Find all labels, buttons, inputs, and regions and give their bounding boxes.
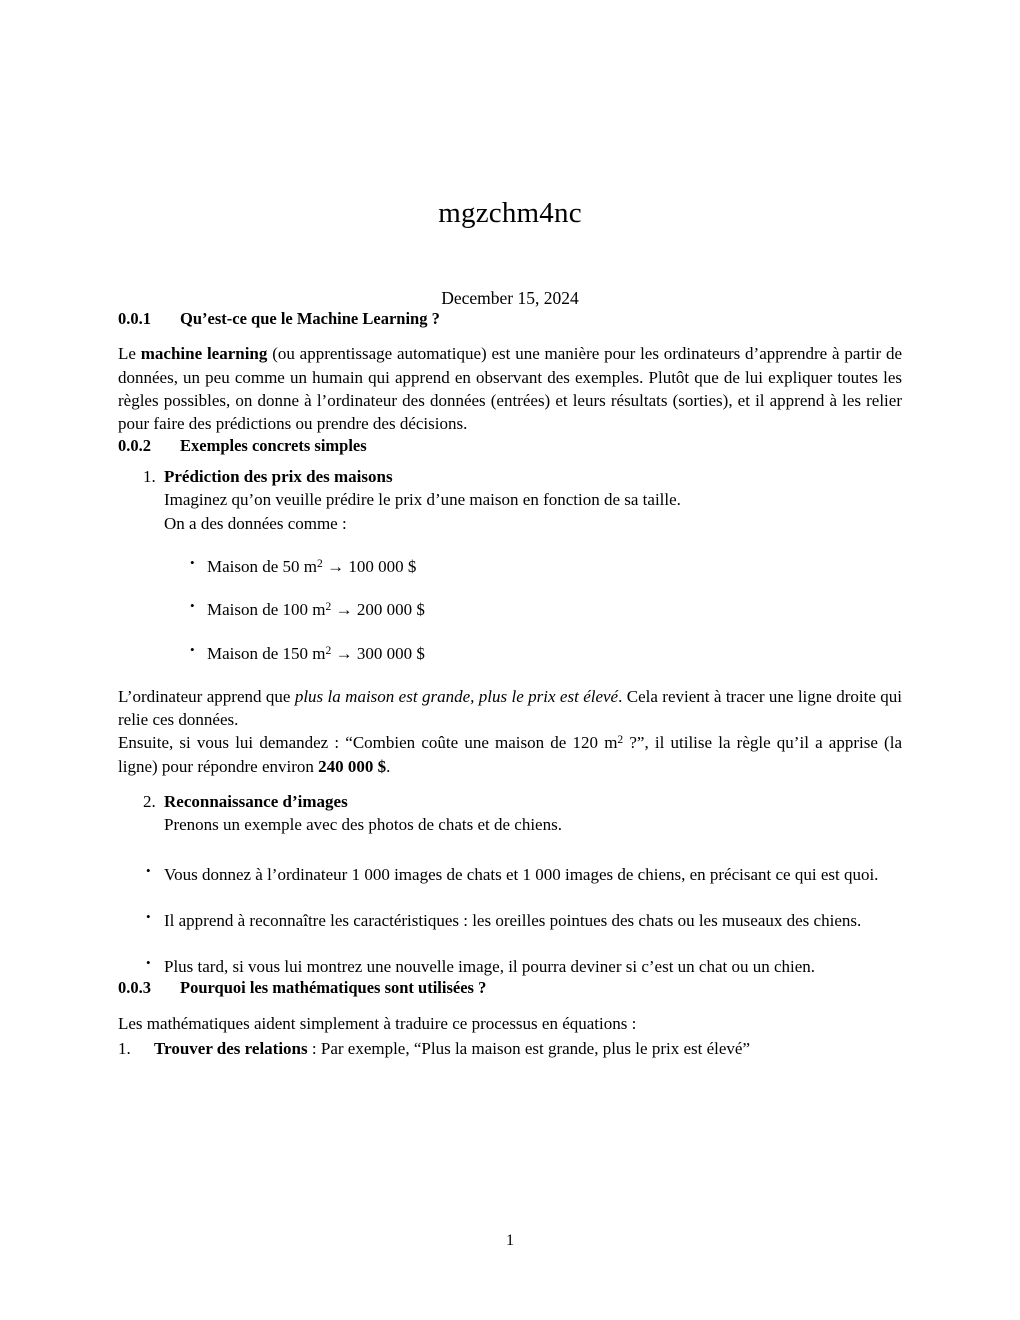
arrow-icon: → xyxy=(335,600,353,620)
unit-superscript: 2 xyxy=(325,600,332,614)
example-line-1: Imaginez qu’on veuille prédire le prix d’une maison en fonction de sa taille. xyxy=(164,490,681,510)
bullet-suffix: 300 000 $ xyxy=(356,643,425,663)
sentence-rest: . Cela revient à tracer une ligne droite qui relie ces données. xyxy=(118,686,902,730)
sentence-lead: Ensuite, si vous lui demandez : “Combien coûte une maison de 120 m xyxy=(118,733,618,753)
list-item xyxy=(164,598,902,621)
section-heading-002 xyxy=(118,436,902,457)
list-item xyxy=(118,1037,902,1060)
document-date: December 15, 2024 xyxy=(441,287,579,308)
example-title: Reconnaissance d’images xyxy=(164,791,348,811)
italic-rule: plus la maison est grande, plus le prix est élevé xyxy=(294,686,619,706)
example-line-1: Prenons un exemple avec des photos de chats et de chiens. xyxy=(164,815,562,835)
bullet-prefix: Maison de 150 m xyxy=(207,643,326,663)
sentence-lead: L’ordinateur apprend que xyxy=(118,686,295,706)
unit-superscript: 2 xyxy=(617,733,624,747)
bullet-suffix: 200 000 $ xyxy=(356,600,425,620)
examples-list-continued xyxy=(118,790,902,837)
arrow-icon: → xyxy=(335,643,353,663)
sentence-mid: ?”, il utilise la règle qu’il a apprise (la ligne) pour répondre environ xyxy=(118,733,902,776)
bold-price: 240 000 $ xyxy=(318,756,387,776)
list-item: • Vous donnez à l’ordinateur 1 000 images de chats et 1 000 images de chiens, en précisant ce qui est quoi. xyxy=(118,863,902,886)
section-number: 0.0.2 xyxy=(118,435,151,455)
list-marker: 1. xyxy=(118,1039,131,1059)
section-title: Exemples concrets simples xyxy=(180,435,367,455)
list-item xyxy=(164,642,902,665)
list-marker: 1. xyxy=(143,467,156,487)
section-number: 0.0.3 xyxy=(118,978,151,998)
example-title: Prédiction des prix des maisons xyxy=(164,467,393,487)
section-heading-001 xyxy=(118,309,902,330)
sentence-end: . xyxy=(386,756,391,776)
paragraph-prediction-example xyxy=(118,731,902,778)
list-item xyxy=(118,465,902,665)
list-item: • Il apprend à reconnaître les caractéristiques : les oreilles pointues des chats ou les museaux des chiens. xyxy=(118,909,902,932)
image-recognition-bullets xyxy=(118,863,902,979)
paragraph-learning-rule xyxy=(118,685,902,732)
list-item xyxy=(118,790,902,837)
paragraph-lead: Le xyxy=(118,344,141,364)
paragraph-maths-intro: Les mathématiques aident simplement à traduire ce processus en équations : xyxy=(118,1014,637,1034)
document-content xyxy=(118,0,902,1061)
arrow-icon: → xyxy=(327,557,345,577)
list-marker: 2. xyxy=(143,791,156,811)
paragraph-rest: (ou apprentissage automatique) est une manière pour les ordinateurs d’apprendre à partir de données, un peu comme un humain qui apprend en observant des exemples. Plutôt que de lui expliquer toutes les règles possibles, on donne à l’ordinateur des données (entrées) et leurs résultats (sorties), et il apprend à les relier pour faire des prédictions ou prendre des décisions. xyxy=(118,344,902,434)
section-number: 0.0.1 xyxy=(118,308,151,328)
list-item: • Plus tard, si vous lui montrez une nouvelle image, il pourra deviner si c’est un chat ou un chien. xyxy=(118,955,902,978)
page-number: 1 xyxy=(506,1232,514,1249)
paragraph-what-is-ml xyxy=(118,342,902,435)
maths-item-rest: : Par exemple, “Plus la maison est grande, plus le prix est élevé” xyxy=(307,1039,750,1059)
bullet-prefix: Maison de 50 m xyxy=(207,557,318,577)
unit-superscript: 2 xyxy=(325,643,332,657)
maths-list xyxy=(118,1037,902,1060)
bullet-suffix: 100 000 $ xyxy=(348,557,417,577)
list-item xyxy=(164,555,902,578)
paragraph-bold-term: machine learning xyxy=(140,344,268,364)
price-bullets xyxy=(164,555,902,665)
maths-item-bold: Trouver des relations xyxy=(154,1039,308,1059)
section-title: Pourquoi les mathématiques sont utilisées ? xyxy=(180,978,487,998)
page-title: mgzchm4nc xyxy=(438,197,582,229)
examples-list xyxy=(118,465,902,665)
section-heading-003 xyxy=(118,978,902,999)
bullet-prefix: Maison de 100 m xyxy=(207,600,326,620)
example-line-2: On a des données comme : xyxy=(164,513,347,533)
section-title: Qu’est-ce que le Machine Learning ? xyxy=(180,308,440,328)
unit-superscript: 2 xyxy=(317,557,323,571)
